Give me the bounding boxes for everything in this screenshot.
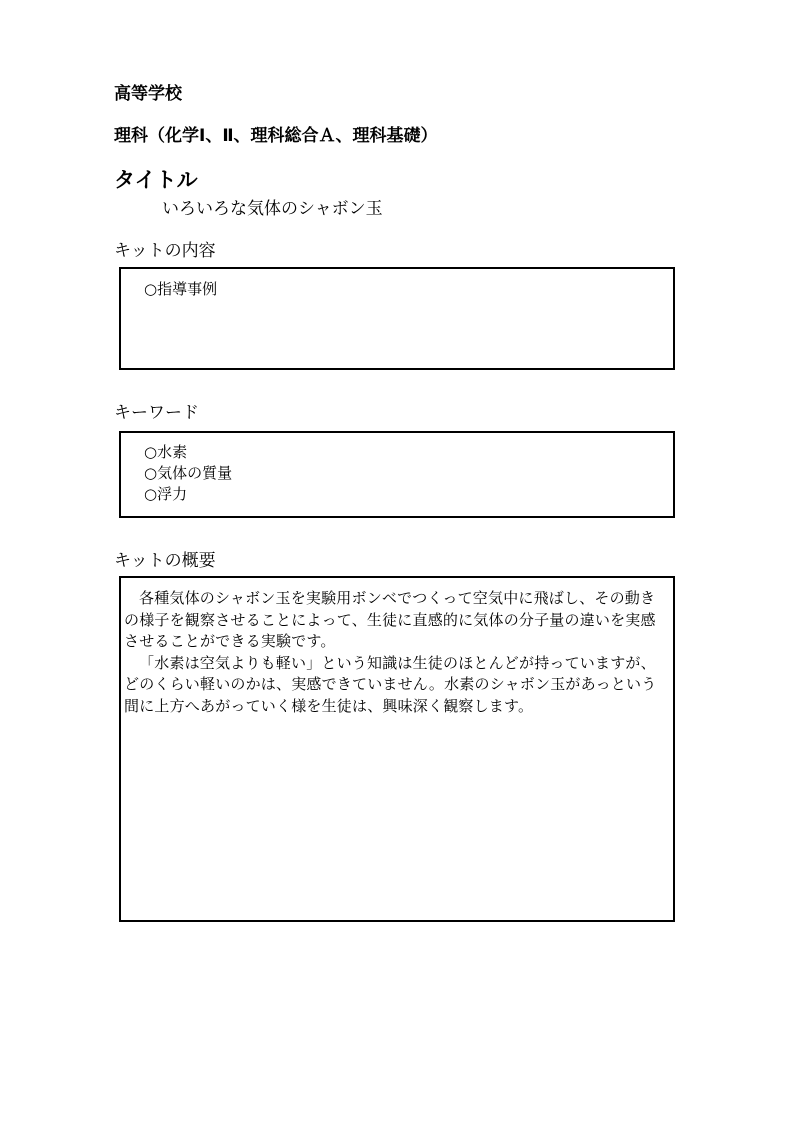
kit-contents-label: キットの内容 xyxy=(114,241,216,261)
keyword-item: ○浮力 xyxy=(144,485,188,503)
keywords-box xyxy=(119,431,675,518)
title-text: いろいろな気体のシャボン玉 xyxy=(162,199,383,219)
keywords-list xyxy=(144,442,232,505)
overview-label: キットの概要 xyxy=(114,551,216,571)
overview-text xyxy=(124,588,669,717)
keywords-label: キーワード xyxy=(114,403,199,423)
subject-label: 理科（化学Ⅰ、Ⅱ、理科総合Ａ、理科基礎） xyxy=(114,126,438,146)
kit-contents-list xyxy=(144,279,217,300)
keyword-item: ○水素 xyxy=(144,443,188,461)
overview-paragraph: 「水素は空気よりも軽い」という知識は生徒のほとんどが持っていますが、どのくらい軽いのかは、実感できていません。水素のシャボン玉があっという間に上方へあがっていく様を生徒は、興味深く観察します。 xyxy=(124,653,657,715)
overview-box xyxy=(119,576,675,922)
school-label: 高等学校 xyxy=(114,84,182,104)
kit-contents-item: ○指導事例 xyxy=(144,280,218,298)
overview-paragraph: 各種気体のシャボン玉を実験用ボンベでつくって空気中に飛ばし、その動きの様子を観察させることによって、生徒に直感的に気体の分子量の違いを実感させることができる実験です。 xyxy=(124,589,656,650)
keyword-item: ○気体の質量 xyxy=(144,464,233,482)
kit-contents-box xyxy=(119,267,675,370)
title-heading: タイトル xyxy=(114,168,198,192)
